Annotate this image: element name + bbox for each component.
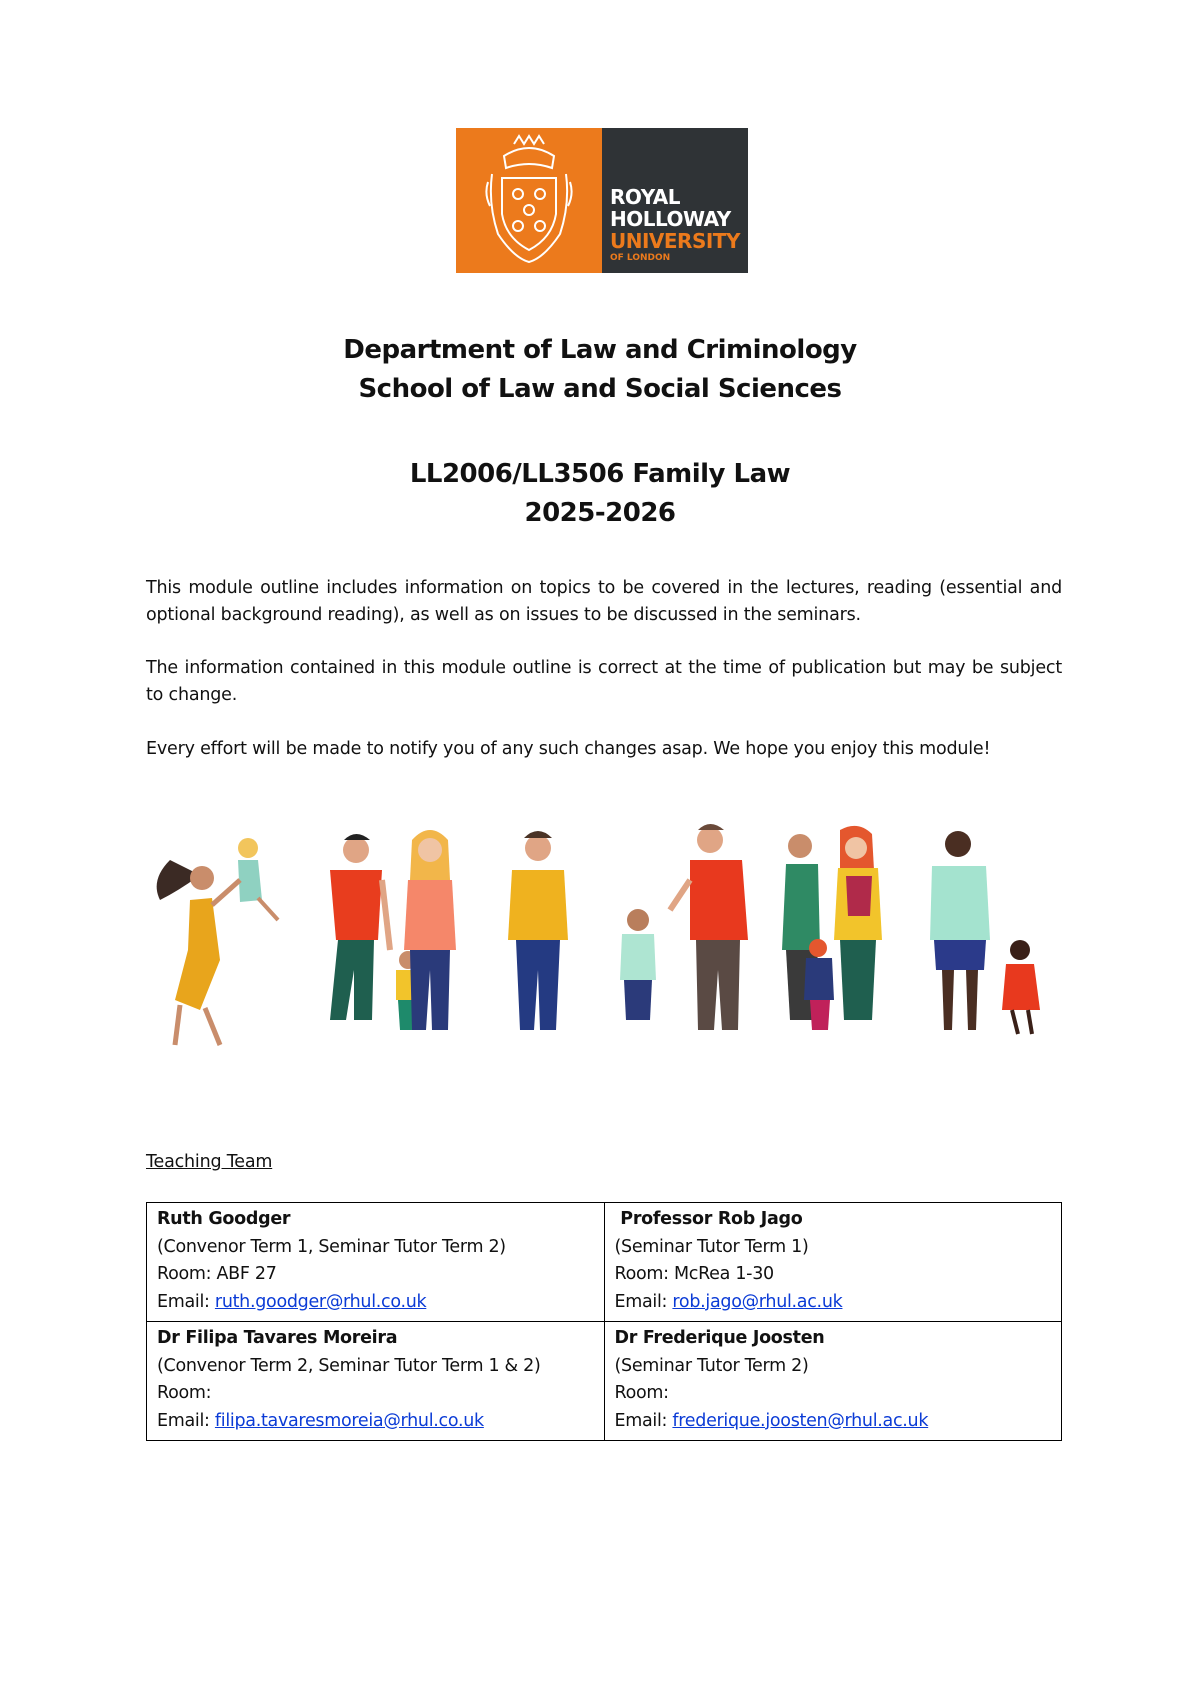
figure-man-orange <box>670 824 748 1030</box>
member-name: Dr Filipa Tavares Moreira <box>157 1328 398 1348</box>
teaching-team-heading: Teaching Team <box>146 1152 273 1172</box>
logo-line-4: OF LONDON <box>610 253 671 263</box>
member-room: Room: <box>614 1383 669 1403</box>
member-email-line <box>615 1408 1052 1436</box>
email-link[interactable]: filipa.tavaresmoreia@rhul.co.uk <box>214 1410 484 1431</box>
family-illustration <box>150 820 1060 1060</box>
member-role: (Seminar Tutor Term 2) <box>614 1355 809 1376</box>
email-link[interactable]: ruth.goodger@rhul.co.uk <box>214 1291 427 1312</box>
university-logo <box>456 128 748 273</box>
member-name: Ruth Goodger <box>157 1209 291 1229</box>
logo-line-1: ROYAL <box>610 185 680 209</box>
table-row <box>147 1203 1062 1322</box>
member-email-line <box>157 1289 594 1317</box>
figure-child-mint <box>620 909 656 1020</box>
email-label: Email: <box>614 1291 673 1312</box>
member-room: Room: McRea 1-30 <box>614 1264 774 1284</box>
team-member-cell <box>147 1203 605 1322</box>
crest-icon <box>484 134 574 266</box>
teaching-team-table <box>146 1202 1062 1441</box>
email-link[interactable]: rob.jago@rhul.ac.uk <box>672 1291 843 1312</box>
figure-woman-baby <box>157 838 278 1045</box>
logo-wordmark <box>610 186 740 264</box>
logo-line-3: UNIVERSITY <box>610 229 740 253</box>
email-link[interactable]: frederique.joosten@rhul.ac.uk <box>672 1410 929 1431</box>
intro-paragraph-3: Every effort will be made to notify you of any such changes asap. We hope you enjoy this module! <box>146 739 991 759</box>
figure-man-yellow <box>508 831 568 1030</box>
intro-paragraph-1: This module outline includes information on topics to be covered in the lectures, reading (essential and optional background reading), as well as on issues to be discussed in the seminars. <box>146 578 1062 625</box>
member-role: (Seminar Tutor Term 1) <box>614 1236 809 1257</box>
intro-paragraph-2: The information contained in this module outline is correct at the time of publication but may be subject to change. <box>146 658 1062 705</box>
email-label: Email: <box>614 1410 673 1431</box>
figure-family-group <box>782 826 882 1030</box>
member-name: Professor Rob Jago <box>614 1209 803 1229</box>
figure-man-mint <box>930 831 1040 1034</box>
table-row <box>147 1322 1062 1441</box>
member-room: Room: ABF 27 <box>157 1264 277 1284</box>
member-email-line <box>615 1289 1052 1317</box>
team-member-cell <box>604 1203 1062 1322</box>
member-role: (Convenor Term 1, Seminar Tutor Term 2) <box>157 1236 506 1257</box>
member-name: Dr Frederique Joosten <box>614 1328 825 1348</box>
logo-line-2: HOLLOWAY <box>610 207 731 231</box>
member-email-line <box>157 1408 594 1436</box>
team-member-cell <box>604 1322 1062 1441</box>
figure-woman-coral <box>404 830 456 1030</box>
school-title: School of Law and Social Sciences <box>358 374 842 404</box>
team-member-cell <box>147 1322 605 1441</box>
wordmark-panel <box>602 128 748 273</box>
member-role: (Convenor Term 2, Seminar Tutor Term 1 & 2) <box>157 1355 541 1376</box>
academic-year: 2025-2026 <box>524 498 676 528</box>
email-label: Email: <box>157 1291 215 1312</box>
figure-man-red <box>330 834 390 1020</box>
crest-panel <box>456 128 602 273</box>
department-title: Department of Law and Criminology <box>343 335 857 365</box>
member-room: Room: <box>157 1383 212 1403</box>
module-title: LL2006/LL3506 Family Law <box>409 459 791 489</box>
email-label: Email: <box>157 1410 215 1431</box>
